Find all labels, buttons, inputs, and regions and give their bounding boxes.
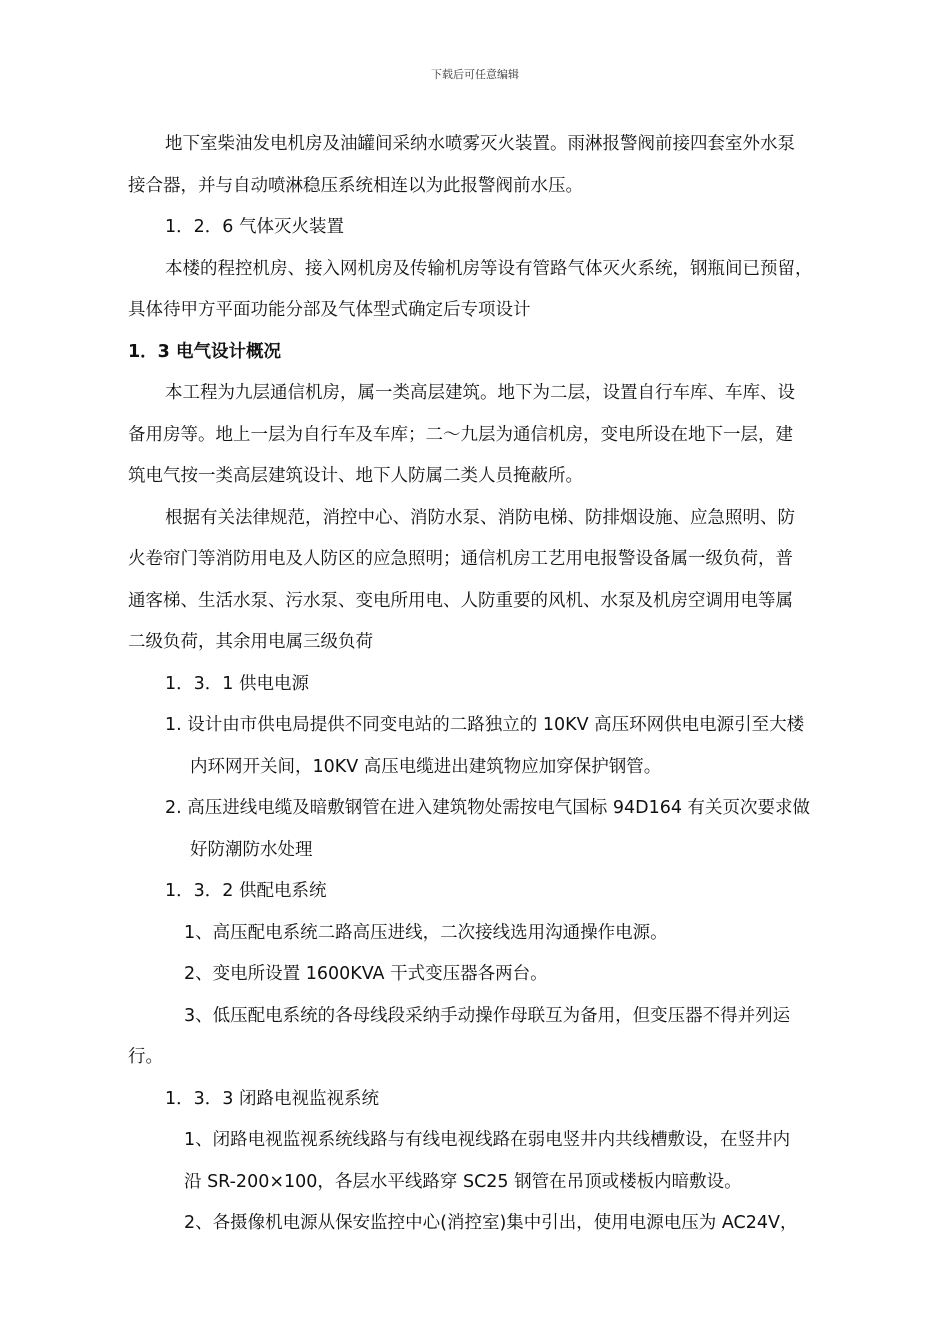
subsection-heading: 1．2．6 气体灭火装置 [165, 217, 344, 237]
list-item: 2、各摄像机电源从保安监控中心(消控室)集中引出，使用电源电压为 AC24V， [184, 1213, 798, 1233]
numbered-item: 1. 设计由市供电局提供不同变电站的二路独立的 10KV 高压环网供电电源引至大楼 [165, 715, 805, 735]
numbered-item-continuation: 内环网开关间，10KV 高压电缆进出建筑物应加穿保护钢管。 [190, 756, 662, 777]
paragraph-line: 通客梯、生活水泵、污水泵、变电所用电、人防重要的风机、水泵及机房空调用电等属 [128, 590, 793, 611]
subsection-heading: 1．3．3 闭路电视监视系统 [165, 1088, 379, 1109]
list-item: 3、低压配电系统的各母线段采纳手动操作母联互为备用，但变压器不得并列运 [184, 1005, 791, 1026]
subsection-heading: 1．3．1 供电电源 [165, 673, 309, 694]
list-item-continuation: 行。 [128, 1047, 163, 1067]
paragraph-line: 根据有关法律规范，消控中心、消防水泵、消防电梯、防排烟设施、应急照明、防 [165, 507, 795, 528]
paragraph-line: 火卷帘门等消防用电及人防区的应急照明；通信机房工艺用电报警设备属一级负荷，普 [128, 549, 793, 569]
document-body [128, 124, 888, 1245]
paragraph-line: 地下室柴油发电机房及油罐间采纳水喷雾灭火装置。雨淋报警阀前接四套室外水泵 [165, 134, 795, 154]
paragraph-line: 接合器，并与自动喷淋稳压系统相连以为此报警阀前水压。 [128, 175, 583, 196]
paragraph-line: 备用房等。地上一层为自行车及车库；二～九层为通信机房，变电所设在地下一层，建 [128, 424, 793, 445]
page-header: 下载后可任意编辑 [431, 68, 519, 81]
paragraph-line: 二级负荷，其余用电属三级负荷 [128, 632, 373, 652]
list-item: 2、变电所设置 1600KVA 干式变压器各两台。 [184, 964, 548, 984]
list-item-continuation: 沿 SR-200×100，各层水平线路穿 SC25 钢管在吊顶或楼板内暗敷设。 [184, 1171, 742, 1192]
paragraph-line: 具体待甲方平面功能分部及气体型式确定后专项设计 [128, 300, 531, 320]
numbered-item: 2. 高压进线电缆及暗敷钢管在进入建筑物处需按电气国标 94D164 有关页次要求做 [165, 798, 811, 818]
list-item: 1、高压配电系统二路高压进线，二次接线选用沟通操作电源。 [184, 922, 668, 943]
numbered-item-continuation: 好防潮防水处理 [190, 839, 313, 860]
section-heading: 1．3 电气设计概况 [128, 341, 281, 362]
subsection-heading: 1．3．2 供配电系统 [165, 881, 327, 901]
paragraph-line: 本工程为九层通信机房，属一类高层建筑。地下为二层，设置自行车库、车库、设 [165, 383, 795, 403]
paragraph-line: 本楼的程控机房、接入网机房及传输机房等设有管路气体灭火系统，钢瓶间已预留， [165, 258, 813, 279]
list-item: 1、闭路电视监视系统线路与有线电视线路在弱电竖井内共线槽敷设，在竖井内 [184, 1130, 791, 1150]
paragraph-line: 筑电气按一类高层建筑设计、地下人防属二类人员掩蔽所。 [128, 466, 583, 486]
